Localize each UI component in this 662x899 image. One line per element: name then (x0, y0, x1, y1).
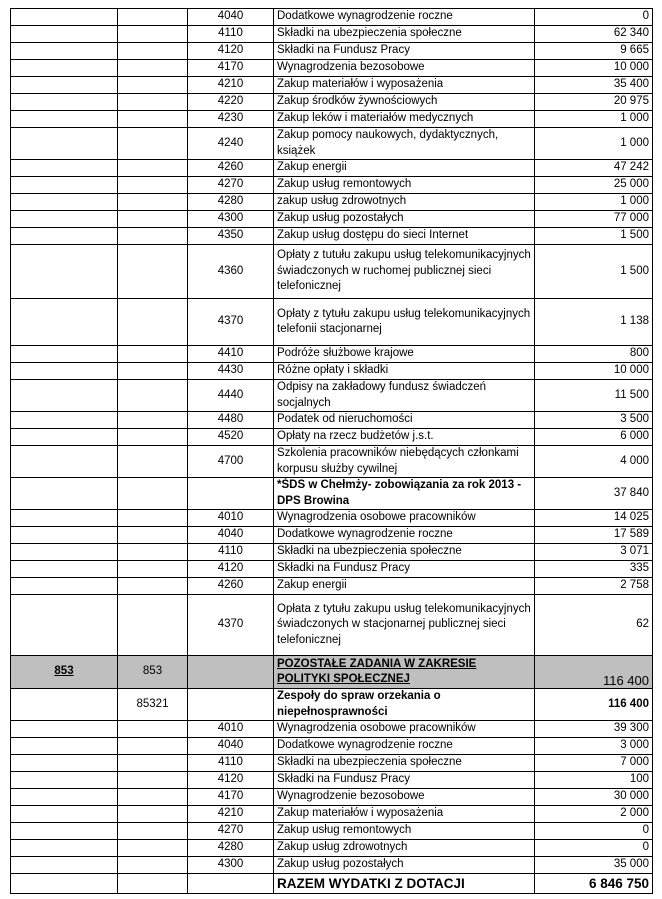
amount-cell: 62 (535, 595, 653, 656)
rozdzial-cell (118, 446, 188, 478)
dzial-cell (11, 346, 118, 363)
table-row (11, 595, 653, 656)
paragraf-cell: 4280 (188, 194, 274, 211)
amount-cell: 10 000 (535, 363, 653, 380)
amount-cell: 30 000 (535, 789, 653, 806)
paragraf-cell: 4010 (188, 510, 274, 527)
dzial-cell (11, 689, 118, 721)
description-cell: Zakup usług pozostałych (274, 211, 535, 228)
dzial-cell (11, 595, 118, 656)
table-row (11, 128, 653, 160)
paragraf-cell: 4430 (188, 363, 274, 380)
rozdzial-cell (118, 823, 188, 840)
amount-cell: 17 589 (535, 527, 653, 544)
amount-cell: 47 242 (535, 160, 653, 177)
dzial-cell (11, 211, 118, 228)
table-row (11, 211, 653, 228)
rozdzial-cell (118, 789, 188, 806)
rozdzial-cell (118, 510, 188, 527)
amount-cell: 1 000 (535, 111, 653, 128)
rozdzial-cell (118, 755, 188, 772)
amount-cell: 37 840 (535, 478, 653, 510)
table-row (11, 160, 653, 177)
rozdzial-cell (118, 772, 188, 789)
rozdzial-cell (118, 160, 188, 177)
table-row (11, 738, 653, 755)
empty-cell (11, 874, 118, 894)
dzial-cell (11, 380, 118, 412)
description-cell: Składki na Fundusz Pracy (274, 561, 535, 578)
rozdzial-cell (118, 412, 188, 429)
amount-cell: 35 400 (535, 77, 653, 94)
table-row (11, 561, 653, 578)
amount-cell: 116 400 (535, 689, 653, 721)
paragraf-cell (188, 689, 274, 721)
amount-cell: 9 665 (535, 43, 653, 60)
description-cell: Wynagrodzenia osobowe pracowników (274, 721, 535, 738)
rozdzial-cell (118, 363, 188, 380)
empty-cell (118, 874, 188, 894)
description-cell: Składki na Fundusz Pracy (274, 772, 535, 789)
dzial-cell (11, 789, 118, 806)
rozdzial-cell (118, 111, 188, 128)
amount-cell: 0 (535, 823, 653, 840)
description-cell: Podróże służbowe krajowe (274, 346, 535, 363)
paragraf-cell: 4280 (188, 840, 274, 857)
paragraf-cell: 4440 (188, 380, 274, 412)
amount-cell: 2 000 (535, 806, 653, 823)
amount-cell: 35 000 (535, 857, 653, 874)
description-cell: Zakup usług zdrowotnych (274, 840, 535, 857)
rozdzial-cell (118, 738, 188, 755)
dzial-cell (11, 840, 118, 857)
paragraf-cell: 4270 (188, 177, 274, 194)
amount-cell: 14 025 (535, 510, 653, 527)
description-cell: Zakup usług remontowych (274, 823, 535, 840)
paragraf-cell: 4480 (188, 412, 274, 429)
dzial-cell (11, 26, 118, 43)
rozdzial-cell (118, 43, 188, 60)
rozdzial-cell (118, 177, 188, 194)
amount-cell: 25 000 (535, 177, 653, 194)
dzial-cell: 853 (11, 656, 118, 689)
table-row (11, 789, 653, 806)
amount-cell: 3 071 (535, 544, 653, 561)
dzial-cell (11, 60, 118, 77)
amount-cell: 20 975 (535, 94, 653, 111)
description-cell: Opłata z tytułu zakupu usług telekomunikacyjnych świadczonych w stacjonarnej publicznej sieci telefonicznej (274, 595, 535, 656)
paragraf-cell: 4040 (188, 9, 274, 26)
paragraf-cell (188, 656, 274, 689)
table-row (11, 578, 653, 595)
paragraf-cell: 4220 (188, 94, 274, 111)
total-row (11, 874, 653, 894)
rozdzial-cell: 853 (118, 656, 188, 689)
amount-cell: 3 500 (535, 412, 653, 429)
rozdzial-cell (118, 346, 188, 363)
table-row (11, 840, 653, 857)
paragraf-cell: 4260 (188, 160, 274, 177)
dzial-cell (11, 544, 118, 561)
description-cell: Zespoły do spraw orzekania o niepełnosprawności (274, 689, 535, 721)
dzial-cell (11, 738, 118, 755)
amount-cell: 10 000 (535, 60, 653, 77)
table-row (11, 111, 653, 128)
description-cell: Zakup środków żywnościowych (274, 94, 535, 111)
description-cell: zakup usług zdrowotnych (274, 194, 535, 211)
description-cell: Składki na ubezpieczenia społeczne (274, 544, 535, 561)
table-body (11, 9, 653, 894)
rozdzial-cell (118, 527, 188, 544)
rozdzial-cell (118, 128, 188, 160)
dzial-cell (11, 9, 118, 26)
rozdzial-cell: 85321 (118, 689, 188, 721)
description-cell: Podatek od nieruchomości (274, 412, 535, 429)
amount-cell: 77 000 (535, 211, 653, 228)
table-row (11, 527, 653, 544)
dzial-cell (11, 578, 118, 595)
amount-cell: 1 138 (535, 299, 653, 346)
table-row (11, 363, 653, 380)
table-row (11, 772, 653, 789)
dzial-cell (11, 755, 118, 772)
dzial-cell (11, 128, 118, 160)
dzial-cell (11, 160, 118, 177)
paragraf-cell: 4120 (188, 561, 274, 578)
paragraf-cell: 4040 (188, 738, 274, 755)
description-cell: Opłaty z tutułu zakupu usług telekomunikacyjnych świadczonych w ruchomej publicznej sieci telefonicznej (274, 245, 535, 299)
table-row (11, 299, 653, 346)
rozdzial-cell (118, 299, 188, 346)
paragraf-cell: 4370 (188, 595, 274, 656)
paragraf-cell: 4230 (188, 111, 274, 128)
table-row (11, 228, 653, 245)
dzial-cell (11, 245, 118, 299)
amount-cell: 116 400 (535, 656, 653, 689)
paragraf-cell: 4010 (188, 721, 274, 738)
rozdzial-cell (118, 211, 188, 228)
rozdzial-cell (118, 60, 188, 77)
rozdzial-cell (118, 478, 188, 510)
table-row (11, 60, 653, 77)
table-row (11, 412, 653, 429)
dzial-cell (11, 823, 118, 840)
description-cell: Zakup usług remontowych (274, 177, 535, 194)
amount-cell: 3 000 (535, 738, 653, 755)
amount-cell: 6 000 (535, 429, 653, 446)
amount-cell: 1 500 (535, 228, 653, 245)
rozdzial-cell (118, 429, 188, 446)
paragraf-cell: 4300 (188, 211, 274, 228)
table-row (11, 478, 653, 510)
table-row (11, 9, 653, 26)
description-cell: Zakup pomocy naukowych, dydaktycznych, książek (274, 128, 535, 160)
dzial-cell (11, 446, 118, 478)
amount-cell: 0 (535, 840, 653, 857)
amount-cell: 2 758 (535, 578, 653, 595)
paragraf-cell: 4170 (188, 60, 274, 77)
amount-cell: 39 300 (535, 721, 653, 738)
table-row (11, 380, 653, 412)
dzial-cell (11, 857, 118, 874)
description-cell: Składki na Fundusz Pracy (274, 43, 535, 60)
total-label: RAZEM WYDATKI Z DOTACJI (274, 874, 535, 894)
amount-cell: 0 (535, 9, 653, 26)
description-cell: *ŚDS w Chełmży- zobowiązania za rok 2013 - DPS Browina (274, 478, 535, 510)
rozdzial-cell (118, 840, 188, 857)
rozdzial-cell (118, 77, 188, 94)
dzial-cell (11, 429, 118, 446)
table-row (11, 823, 653, 840)
paragraf-cell: 4170 (188, 789, 274, 806)
paragraf-cell: 4110 (188, 755, 274, 772)
paragraf-cell: 4410 (188, 346, 274, 363)
amount-cell: 7 000 (535, 755, 653, 772)
table-row (11, 857, 653, 874)
total-amount: 6 846 750 (535, 874, 653, 894)
amount-cell: 1 000 (535, 194, 653, 211)
dzial-cell (11, 412, 118, 429)
paragraf-cell: 4210 (188, 77, 274, 94)
paragraf-cell: 4110 (188, 544, 274, 561)
rozdzial-cell (118, 595, 188, 656)
description-cell: POZOSTAŁE ZADANIA W ZAKRESIE POLITYKI SPOŁECZNEJ (274, 656, 535, 689)
description-cell: Zakup energii (274, 160, 535, 177)
paragraf-cell: 4110 (188, 26, 274, 43)
dzial-cell (11, 43, 118, 60)
budget-expenses-table (10, 8, 653, 894)
rozdzial-cell (118, 26, 188, 43)
amount-cell: 1 500 (535, 245, 653, 299)
table-row (11, 446, 653, 478)
table-row (11, 544, 653, 561)
description-cell: Szkolenia pracowników niebędących członkami korpusu służby cywilnej (274, 446, 535, 478)
table-row (11, 346, 653, 363)
amount-cell: 62 340 (535, 26, 653, 43)
amount-cell: 335 (535, 561, 653, 578)
rozdzial-cell (118, 380, 188, 412)
dzial-cell (11, 177, 118, 194)
rozdzial-cell (118, 578, 188, 595)
description-cell: Wynagrodzenia osobowe pracowników (274, 510, 535, 527)
paragraf-cell (188, 478, 274, 510)
paragraf-cell: 4040 (188, 527, 274, 544)
description-cell: Opłaty na rzecz budżetów j.s.t. (274, 429, 535, 446)
amount-cell: 800 (535, 346, 653, 363)
table-row (11, 510, 653, 527)
dzial-cell (11, 111, 118, 128)
paragraf-cell: 4260 (188, 578, 274, 595)
dzial-cell (11, 94, 118, 111)
rozdzial-cell (118, 806, 188, 823)
dzial-cell (11, 527, 118, 544)
rozdzial-cell (118, 228, 188, 245)
rozdzial-cell (118, 94, 188, 111)
table-row (11, 26, 653, 43)
amount-cell: 100 (535, 772, 653, 789)
paragraf-cell: 4520 (188, 429, 274, 446)
paragraf-cell: 4240 (188, 128, 274, 160)
description-cell: Składki na ubezpieczenia społeczne (274, 26, 535, 43)
table-row (11, 806, 653, 823)
paragraf-cell: 4700 (188, 446, 274, 478)
amount-cell: 4 000 (535, 446, 653, 478)
table-row (11, 656, 653, 689)
paragraf-cell: 4300 (188, 857, 274, 874)
description-cell: Zakup usług dostępu do sieci Internet (274, 228, 535, 245)
description-cell: Różne opłaty i składki (274, 363, 535, 380)
table-row (11, 194, 653, 211)
rozdzial-cell (118, 561, 188, 578)
dzial-cell (11, 806, 118, 823)
description-cell: Składki na ubezpieczenia społeczne (274, 755, 535, 772)
paragraf-cell: 4270 (188, 823, 274, 840)
table-row (11, 43, 653, 60)
dzial-cell (11, 228, 118, 245)
description-cell: Dodatkowe wynagrodzenie roczne (274, 527, 535, 544)
paragraf-cell: 4370 (188, 299, 274, 346)
dzial-cell (11, 721, 118, 738)
paragraf-cell: 4350 (188, 228, 274, 245)
dzial-cell (11, 77, 118, 94)
table-row (11, 755, 653, 772)
dzial-cell (11, 299, 118, 346)
dzial-cell (11, 194, 118, 211)
table-row (11, 429, 653, 446)
description-cell: Odpisy na zakładowy fundusz świadczeń socjalnych (274, 380, 535, 412)
description-cell: Dodatkowe wynagrodzenie roczne (274, 738, 535, 755)
dzial-cell (11, 478, 118, 510)
description-cell: Dodatkowe wynagrodzenie roczne (274, 9, 535, 26)
dzial-cell (11, 510, 118, 527)
description-cell: Zakup energii (274, 578, 535, 595)
rozdzial-cell (118, 857, 188, 874)
description-cell: Zakup usług pozostałych (274, 857, 535, 874)
rozdzial-cell (118, 9, 188, 26)
table-row (11, 177, 653, 194)
empty-cell (188, 874, 274, 894)
description-cell: Zakup leków i materiałów medycznych (274, 111, 535, 128)
paragraf-cell: 4210 (188, 806, 274, 823)
description-cell: Zakup materiałów i wyposażenia (274, 806, 535, 823)
description-cell: Opłaty z tytułu zakupu usług telekomunikacyjnych telefonii stacjonarnej (274, 299, 535, 346)
table-row (11, 94, 653, 111)
dzial-cell (11, 561, 118, 578)
rozdzial-cell (118, 245, 188, 299)
paragraf-cell: 4120 (188, 43, 274, 60)
rozdzial-cell (118, 544, 188, 561)
description-cell: Wynagrodzenia bezosobowe (274, 60, 535, 77)
rozdzial-cell (118, 194, 188, 211)
description-cell: Zakup materiałów i wyposażenia (274, 77, 535, 94)
amount-cell: 1 000 (535, 128, 653, 160)
table-row (11, 245, 653, 299)
table-row (11, 689, 653, 721)
dzial-cell (11, 363, 118, 380)
amount-cell: 11 500 (535, 380, 653, 412)
description-cell: Wynagrodzenie bezosobowe (274, 789, 535, 806)
dzial-cell (11, 772, 118, 789)
table-row (11, 721, 653, 738)
table-row (11, 77, 653, 94)
rozdzial-cell (118, 721, 188, 738)
paragraf-cell: 4120 (188, 772, 274, 789)
paragraf-cell: 4360 (188, 245, 274, 299)
